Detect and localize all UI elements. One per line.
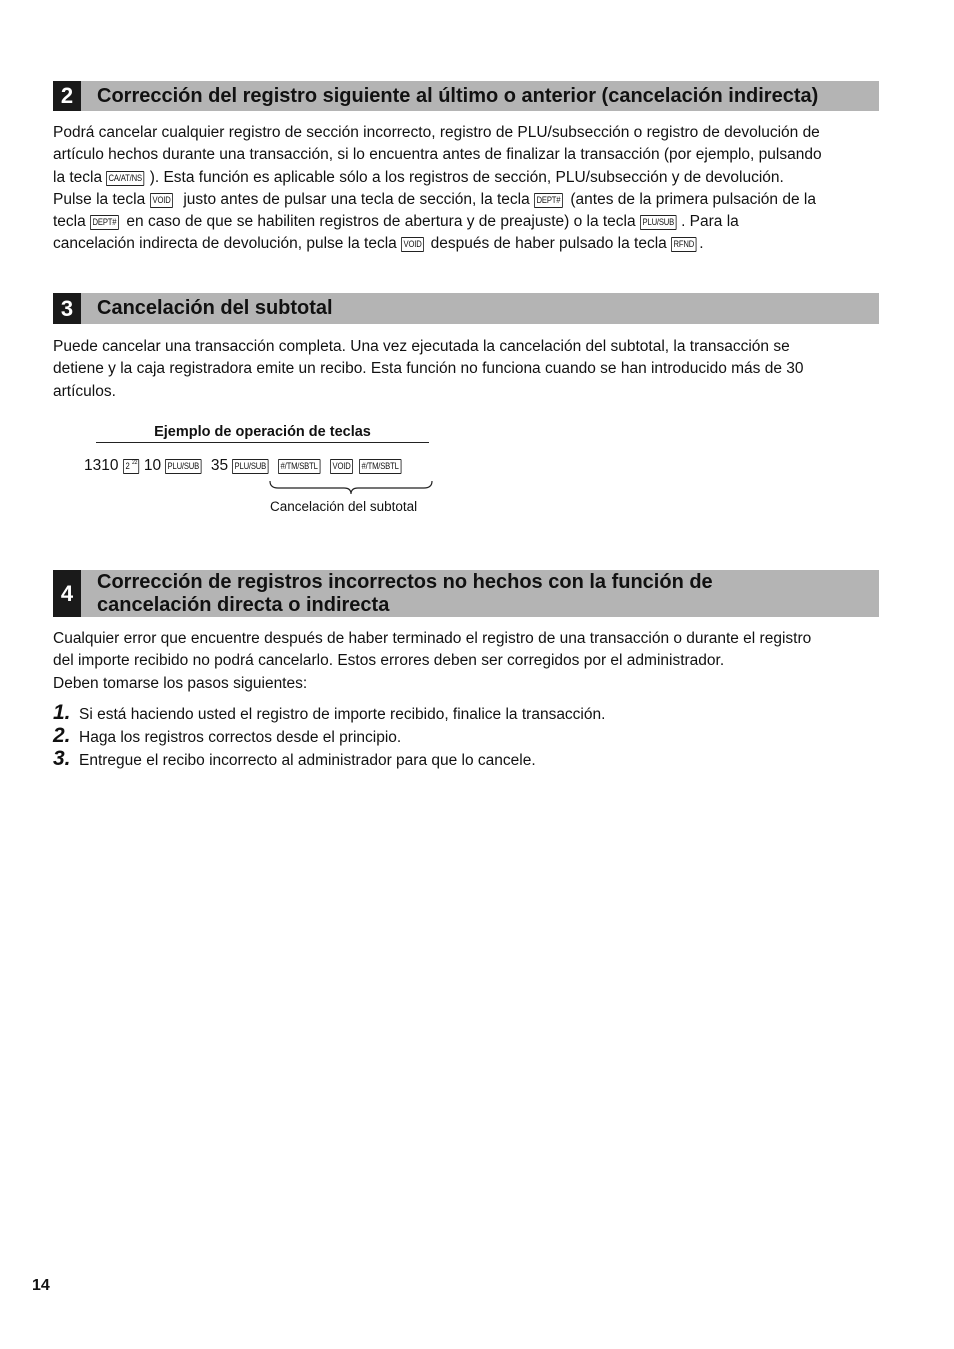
void-key: VOID: [150, 193, 173, 208]
step-number: 1.: [53, 701, 71, 724]
text-line: artículo hechos durante una transacción, si lo encuentra antes de finalizar la transacción (por ejemplo, pulsando: [53, 146, 822, 164]
section-3-title: Cancelación del subtotal: [97, 297, 333, 319]
text-line: detiene y la caja registradora emite un recibo. Esta función no funciona cuando se han introducido más de 30: [53, 360, 804, 378]
key-operation-sequence: [84, 457, 407, 475]
section-3-text: [53, 336, 893, 403]
plu-sub-key: PLU/SUB: [232, 459, 269, 474]
section-3-header: [53, 293, 879, 324]
entry-10: 10: [143, 457, 162, 474]
step-number: 2.: [53, 724, 71, 747]
step-number: 3.: [53, 747, 71, 770]
text-line: Cualquier error que encuentre después de haber terminado el registro de una transacción o durante el registro: [53, 630, 812, 647]
text-line: cancelación indirecta de devolución, pulse la tecla VOID después de haber pulsado la tecla RFND .: [53, 235, 704, 253]
text-line: Puede cancelar una transacción completa. Una vez ejecutada la cancelación del subtotal, la transacción se: [53, 338, 790, 355]
text-line: Pulse la tecla VOID justo antes de pulsar una tecla de sección, la tecla DEPT# (antes de la primera pulsación de la: [53, 190, 816, 208]
text-line: tecla DEPT# en caso de que se habiliten registros de abertura y de preajuste) o la tecla PLU/SUB . Para la: [53, 213, 739, 231]
section-2-number: 2: [53, 81, 81, 111]
text-line: Podrá cancelar cualquier registro de sección incorrecto, registro de PLU/subsección o registro de devolución de: [53, 124, 820, 141]
plu-sub-key: PLU/SUB: [640, 215, 677, 230]
list-item: 1. Si está haciendo usted el registro de importe recibido, finalice la transacción.: [53, 701, 606, 724]
tm-sbtl-key: #/TM/SBTL: [278, 459, 320, 474]
ca-at-ns-key: CA/AT/NS: [106, 171, 144, 186]
rfnd-key: RFND: [671, 237, 697, 252]
dept-key: DEPT#: [90, 215, 119, 230]
section-3-number: 3: [53, 293, 81, 324]
entry-35: 35: [210, 457, 229, 474]
example-title: Ejemplo de operación de teclas: [96, 424, 429, 443]
void-key: VOID: [330, 459, 353, 474]
section-4-number: 4: [53, 570, 81, 617]
section-4-header: [53, 570, 879, 617]
section-2-text: [53, 122, 893, 256]
section-2-title: Corrección del registro siguiente al último o anterior (cancelación indirecta): [97, 85, 819, 107]
list-item: 3. Entregue el recibo incorrecto al administrador para que lo cancele.: [53, 747, 536, 770]
text-line: artículos.: [53, 382, 116, 400]
brace-label: Cancelación del subtotal: [270, 499, 418, 514]
plu-sub-key: PLU/SUB: [165, 459, 202, 474]
dept-key: DEPT#: [534, 193, 563, 208]
section-2-header: [53, 81, 879, 111]
text-line: la tecla CA/AT/NS ). Esta función es aplicable sólo a los registros de sección, PLU/subsección y de devolución.: [53, 168, 784, 186]
tm-sbtl-key: #/TM/SBTL: [359, 459, 401, 474]
brace: [268, 480, 434, 496]
page-number: 14: [32, 1277, 50, 1294]
text-line: Deben tomarse los pasos siguientes:: [53, 674, 308, 692]
entry-1310: 1310: [84, 457, 119, 474]
void-key: VOID: [401, 237, 424, 252]
list-item: 2. Haga los registros correctos desde el principio.: [53, 724, 402, 747]
key-2: 2 22: [123, 459, 139, 474]
text-line: del importe recibido no podrá cancelarlo. Estos errores deben ser corregidos por el administrador.: [53, 652, 725, 670]
section-4-text: [53, 628, 893, 695]
section-4-title: Corrección de registros incorrectos no hechos con la función de cancelación directa o indirecta: [97, 571, 713, 616]
